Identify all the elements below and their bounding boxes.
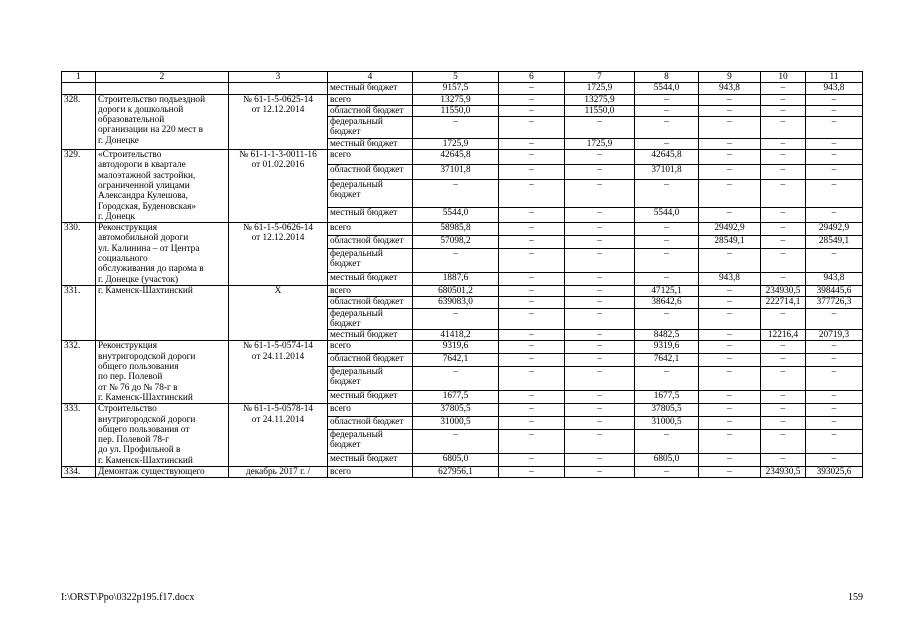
value-cell: – bbox=[806, 248, 863, 272]
empty-cell bbox=[62, 83, 96, 94]
document-code: декабрь 2017 г. / bbox=[229, 466, 328, 477]
value-cell: – bbox=[565, 354, 635, 367]
value-cell: 37101,8 bbox=[413, 164, 499, 179]
value-cell: – bbox=[565, 429, 635, 453]
value-cell: – bbox=[413, 179, 499, 207]
value-cell: – bbox=[806, 150, 863, 165]
value-cell: 5544,0 bbox=[635, 83, 699, 94]
value-cell: – bbox=[806, 366, 863, 390]
column-header: 4 bbox=[328, 72, 413, 83]
page-number: 159 bbox=[848, 592, 863, 603]
value-cell: – bbox=[761, 454, 806, 467]
value-cell: – bbox=[413, 117, 499, 139]
funding-source: областной бюджет bbox=[328, 164, 413, 179]
column-header: 5 bbox=[413, 72, 499, 83]
value-cell: – bbox=[699, 179, 761, 207]
value-cell: – bbox=[699, 105, 761, 116]
value-cell: – bbox=[565, 248, 635, 272]
value-cell: – bbox=[499, 354, 565, 367]
funding-source: областной бюджет bbox=[328, 297, 413, 308]
value-cell: – bbox=[761, 416, 806, 429]
value-cell: 1887,6 bbox=[413, 273, 499, 286]
column-header: 9 bbox=[699, 72, 761, 83]
value-cell: – bbox=[499, 179, 565, 207]
value-cell: – bbox=[499, 117, 565, 139]
value-cell: – bbox=[635, 94, 699, 105]
value-cell: – bbox=[699, 330, 761, 341]
value-cell: 47125,1 bbox=[635, 285, 699, 296]
object-name: Реконструкция автомобильной дороги ул. Калинина – от Центра социального обслуживания до парома в г. Донецке (участок) bbox=[96, 223, 229, 286]
value-cell: – bbox=[761, 94, 806, 105]
value-cell: – bbox=[499, 429, 565, 453]
value-cell: – bbox=[806, 164, 863, 179]
funding-source: всего bbox=[328, 285, 413, 296]
value-cell: – bbox=[761, 164, 806, 179]
value-cell: – bbox=[499, 454, 565, 467]
value-cell: 943,8 bbox=[806, 83, 863, 94]
table-row bbox=[62, 94, 863, 105]
value-cell: 398445,6 bbox=[806, 285, 863, 296]
value-cell: – bbox=[699, 391, 761, 404]
column-header: 3 bbox=[229, 72, 328, 83]
funding-source: местный бюджет bbox=[328, 454, 413, 467]
value-cell: 9319,6 bbox=[635, 341, 699, 354]
value-cell: – bbox=[761, 235, 806, 248]
value-cell: – bbox=[635, 429, 699, 453]
table-row bbox=[62, 83, 863, 94]
value-cell: – bbox=[761, 429, 806, 453]
document-code: № 61-1-5-0625-14 от 12.12.2014 bbox=[229, 94, 328, 149]
document-code: № 61-1-1-3-0011-16 от 01.02.2016 bbox=[229, 150, 328, 223]
value-cell: – bbox=[565, 208, 635, 223]
value-cell: 222714,1 bbox=[761, 297, 806, 308]
value-cell: 42645,8 bbox=[635, 150, 699, 165]
funding-source: областной бюджет bbox=[328, 105, 413, 116]
value-cell: 6805,0 bbox=[413, 454, 499, 467]
value-cell: – bbox=[499, 94, 565, 105]
object-name: Строительство внутригородской дороги общего пользования от пер. Полевой 78-г до ул. Профильной в г. Каменск-Шахтинский bbox=[96, 404, 229, 467]
value-cell: – bbox=[565, 391, 635, 404]
row-number: 330. bbox=[62, 223, 96, 286]
funding-source: федеральный бюджет bbox=[328, 429, 413, 453]
value-cell: 42645,8 bbox=[413, 150, 499, 165]
table-row bbox=[62, 150, 863, 165]
funding-source: всего bbox=[328, 94, 413, 105]
budget-table bbox=[61, 71, 863, 478]
row-number: 332. bbox=[62, 341, 96, 404]
value-cell: – bbox=[699, 308, 761, 330]
value-cell: – bbox=[499, 341, 565, 354]
value-cell: – bbox=[635, 105, 699, 116]
column-header: 7 bbox=[565, 72, 635, 83]
header-row bbox=[62, 72, 863, 83]
value-cell: 31000,5 bbox=[413, 416, 499, 429]
value-cell: 28549,1 bbox=[806, 235, 863, 248]
value-cell: 38642,6 bbox=[635, 297, 699, 308]
value-cell: 1677,5 bbox=[413, 391, 499, 404]
column-header: 1 bbox=[62, 72, 96, 83]
value-cell: – bbox=[565, 223, 635, 236]
table-row bbox=[62, 466, 863, 477]
value-cell: – bbox=[499, 366, 565, 390]
value-cell: 5544,0 bbox=[635, 208, 699, 223]
value-cell: – bbox=[499, 150, 565, 165]
column-header: 2 bbox=[96, 72, 229, 83]
funding-source: федеральный бюджет bbox=[328, 179, 413, 207]
value-cell: 7642,1 bbox=[635, 354, 699, 367]
value-cell: – bbox=[761, 105, 806, 116]
value-cell: – bbox=[565, 150, 635, 165]
value-cell: – bbox=[499, 404, 565, 417]
value-cell: – bbox=[699, 454, 761, 467]
funding-source: всего bbox=[328, 341, 413, 354]
value-cell: – bbox=[565, 179, 635, 207]
value-cell: – bbox=[565, 164, 635, 179]
value-cell: – bbox=[699, 117, 761, 139]
value-cell: – bbox=[761, 341, 806, 354]
value-cell: 12216,4 bbox=[761, 330, 806, 341]
value-cell: 31000,5 bbox=[635, 416, 699, 429]
table-row bbox=[62, 285, 863, 296]
value-cell: 943,8 bbox=[806, 273, 863, 286]
value-cell: – bbox=[565, 117, 635, 139]
value-cell: – bbox=[499, 416, 565, 429]
value-cell: – bbox=[499, 223, 565, 236]
value-cell: – bbox=[565, 366, 635, 390]
value-cell: – bbox=[761, 308, 806, 330]
value-cell: 1725,9 bbox=[565, 138, 635, 149]
value-cell: – bbox=[565, 285, 635, 296]
value-cell: – bbox=[699, 94, 761, 105]
object-name: Строительство подъездной дороги к дошкольной образовательной организации на 220 мест в г. Донецке bbox=[96, 94, 229, 149]
value-cell: – bbox=[565, 466, 635, 477]
funding-source: федеральный бюджет bbox=[328, 308, 413, 330]
value-cell: 13275,9 bbox=[413, 94, 499, 105]
value-cell: – bbox=[499, 297, 565, 308]
value-cell: 943,8 bbox=[699, 273, 761, 286]
value-cell: – bbox=[499, 208, 565, 223]
value-cell: 7642,1 bbox=[413, 354, 499, 367]
value-cell: – bbox=[499, 138, 565, 149]
value-cell: – bbox=[635, 273, 699, 286]
funding-source: областной бюджет bbox=[328, 416, 413, 429]
value-cell: – bbox=[413, 366, 499, 390]
value-cell: – bbox=[635, 466, 699, 477]
funding-source: федеральный бюджет bbox=[328, 117, 413, 139]
value-cell: – bbox=[499, 330, 565, 341]
value-cell: – bbox=[806, 208, 863, 223]
table-row bbox=[62, 404, 863, 417]
value-cell: – bbox=[635, 138, 699, 149]
value-cell: – bbox=[806, 354, 863, 367]
value-cell: – bbox=[761, 117, 806, 139]
object-name: г. Каменск-Шахтинский bbox=[96, 285, 229, 340]
value-cell: 1677,5 bbox=[635, 391, 699, 404]
value-cell: – bbox=[565, 454, 635, 467]
value-cell: – bbox=[565, 273, 635, 286]
funding-source: всего bbox=[328, 404, 413, 417]
value-cell: 627956,1 bbox=[413, 466, 499, 477]
value-cell: – bbox=[413, 308, 499, 330]
funding-source: местный бюджет bbox=[328, 83, 413, 94]
value-cell: – bbox=[565, 297, 635, 308]
value-cell: 8482,5 bbox=[635, 330, 699, 341]
object-name: «Строительство автодороги в квартале малоэтажной застройки, ограниченной улицами Александра Кулешова, Городская, Буденовская» г. Донецк bbox=[96, 150, 229, 223]
value-cell: – bbox=[565, 308, 635, 330]
funding-source: всего bbox=[328, 466, 413, 477]
value-cell: 11550,0 bbox=[413, 105, 499, 116]
row-number: 328. bbox=[62, 94, 96, 149]
value-cell: – bbox=[699, 466, 761, 477]
value-cell: – bbox=[635, 308, 699, 330]
funding-source: местный бюджет bbox=[328, 138, 413, 149]
value-cell: – bbox=[635, 179, 699, 207]
funding-source: всего bbox=[328, 223, 413, 236]
column-header: 11 bbox=[806, 72, 863, 83]
value-cell: – bbox=[635, 366, 699, 390]
row-number: 334. bbox=[62, 466, 96, 477]
value-cell: – bbox=[761, 404, 806, 417]
document-code: № 61-1-5-0578-14 от 24.11.2014 bbox=[229, 404, 328, 467]
row-number: 331. bbox=[62, 285, 96, 340]
document-code: № 61-1-5-0574-14 от 24.11.2014 bbox=[229, 341, 328, 404]
value-cell: 5544,0 bbox=[413, 208, 499, 223]
value-cell: – bbox=[806, 94, 863, 105]
value-cell: – bbox=[413, 248, 499, 272]
value-cell: 41418,2 bbox=[413, 330, 499, 341]
funding-source: областной бюджет bbox=[328, 235, 413, 248]
table-row bbox=[62, 223, 863, 236]
value-cell: – bbox=[565, 235, 635, 248]
value-cell: – bbox=[806, 341, 863, 354]
value-cell: 58985,8 bbox=[413, 223, 499, 236]
value-cell: 1725,9 bbox=[413, 138, 499, 149]
value-cell: – bbox=[806, 429, 863, 453]
value-cell: – bbox=[761, 179, 806, 207]
value-cell: – bbox=[806, 117, 863, 139]
value-cell: – bbox=[413, 429, 499, 453]
value-cell: – bbox=[499, 164, 565, 179]
value-cell: – bbox=[635, 235, 699, 248]
value-cell: 20719,3 bbox=[806, 330, 863, 341]
value-cell: – bbox=[699, 164, 761, 179]
funding-source: местный бюджет bbox=[328, 273, 413, 286]
value-cell: – bbox=[699, 366, 761, 390]
value-cell: 28549,1 bbox=[699, 235, 761, 248]
column-header: 8 bbox=[635, 72, 699, 83]
value-cell: – bbox=[761, 208, 806, 223]
value-cell: – bbox=[499, 105, 565, 116]
value-cell: 11550,0 bbox=[565, 105, 635, 116]
value-cell: – bbox=[761, 223, 806, 236]
value-cell: – bbox=[699, 429, 761, 453]
value-cell: 13275,9 bbox=[565, 94, 635, 105]
value-cell: – bbox=[699, 248, 761, 272]
value-cell: – bbox=[499, 248, 565, 272]
value-cell: 234930,5 bbox=[761, 466, 806, 477]
value-cell: – bbox=[499, 308, 565, 330]
value-cell: 57098,2 bbox=[413, 235, 499, 248]
value-cell: 1725,9 bbox=[565, 83, 635, 94]
funding-source: федеральный бюджет bbox=[328, 248, 413, 272]
value-cell: 9319,6 bbox=[413, 341, 499, 354]
value-cell: – bbox=[699, 208, 761, 223]
value-cell: – bbox=[806, 404, 863, 417]
value-cell: – bbox=[565, 416, 635, 429]
value-cell: 6805,0 bbox=[635, 454, 699, 467]
value-cell: – bbox=[806, 138, 863, 149]
value-cell: – bbox=[806, 105, 863, 116]
value-cell: 29492,9 bbox=[806, 223, 863, 236]
value-cell: 680501,2 bbox=[413, 285, 499, 296]
value-cell: 29492,9 bbox=[699, 223, 761, 236]
value-cell: – bbox=[761, 354, 806, 367]
value-cell: 37805,5 bbox=[413, 404, 499, 417]
value-cell: – bbox=[635, 223, 699, 236]
object-name: Реконструкция внутригородской дороги общего пользования по пер. Полевой от № 76 до № 78-г в г. Каменск-Шахтинский bbox=[96, 341, 229, 404]
value-cell: – bbox=[699, 138, 761, 149]
value-cell: – bbox=[635, 248, 699, 272]
value-cell: – bbox=[699, 285, 761, 296]
value-cell: – bbox=[761, 391, 806, 404]
column-header: 6 bbox=[499, 72, 565, 83]
value-cell: – bbox=[699, 150, 761, 165]
value-cell: – bbox=[499, 391, 565, 404]
funding-source: местный бюджет bbox=[328, 208, 413, 223]
value-cell: 37805,5 bbox=[635, 404, 699, 417]
funding-source: областной бюджет bbox=[328, 354, 413, 367]
empty-cell bbox=[229, 83, 328, 94]
value-cell: – bbox=[499, 466, 565, 477]
value-cell: – bbox=[761, 273, 806, 286]
value-cell: – bbox=[635, 117, 699, 139]
value-cell: 943,8 bbox=[699, 83, 761, 94]
object-name: Демонтаж существующего bbox=[96, 466, 229, 477]
value-cell: – bbox=[699, 297, 761, 308]
value-cell: – bbox=[761, 248, 806, 272]
value-cell: 393025,6 bbox=[806, 466, 863, 477]
empty-cell bbox=[96, 83, 229, 94]
value-cell: – bbox=[565, 330, 635, 341]
value-cell: 377726,3 bbox=[806, 297, 863, 308]
table-row bbox=[62, 341, 863, 354]
value-cell: 9157,5 bbox=[413, 83, 499, 94]
value-cell: – bbox=[806, 416, 863, 429]
row-number: 329. bbox=[62, 150, 96, 223]
value-cell: – bbox=[806, 179, 863, 207]
value-cell: – bbox=[699, 341, 761, 354]
value-cell: – bbox=[499, 285, 565, 296]
funding-source: местный бюджет bbox=[328, 391, 413, 404]
column-header: 10 bbox=[761, 72, 806, 83]
value-cell: – bbox=[699, 404, 761, 417]
row-number: 333. bbox=[62, 404, 96, 467]
value-cell: – bbox=[761, 366, 806, 390]
value-cell: – bbox=[806, 391, 863, 404]
value-cell: – bbox=[499, 273, 565, 286]
value-cell: 37101,8 bbox=[635, 164, 699, 179]
value-cell: – bbox=[699, 354, 761, 367]
value-cell: – bbox=[565, 404, 635, 417]
value-cell: – bbox=[806, 454, 863, 467]
value-cell: – bbox=[499, 235, 565, 248]
funding-source: всего bbox=[328, 150, 413, 165]
footer-file-path: I:\ORST\Ppo\0322p195.f17.docx bbox=[61, 592, 195, 603]
value-cell: 639083,0 bbox=[413, 297, 499, 308]
value-cell: – bbox=[565, 341, 635, 354]
value-cell: – bbox=[699, 416, 761, 429]
value-cell: – bbox=[499, 83, 565, 94]
value-cell: – bbox=[761, 150, 806, 165]
document-code: № 61-1-5-0626-14 от 12.12.2014 bbox=[229, 223, 328, 286]
funding-source: федеральный бюджет bbox=[328, 366, 413, 390]
value-cell: – bbox=[761, 138, 806, 149]
value-cell: – bbox=[806, 308, 863, 330]
funding-source: местный бюджет bbox=[328, 330, 413, 341]
document-code: Х bbox=[229, 285, 328, 340]
value-cell: 234930,5 bbox=[761, 285, 806, 296]
value-cell: – bbox=[761, 83, 806, 94]
